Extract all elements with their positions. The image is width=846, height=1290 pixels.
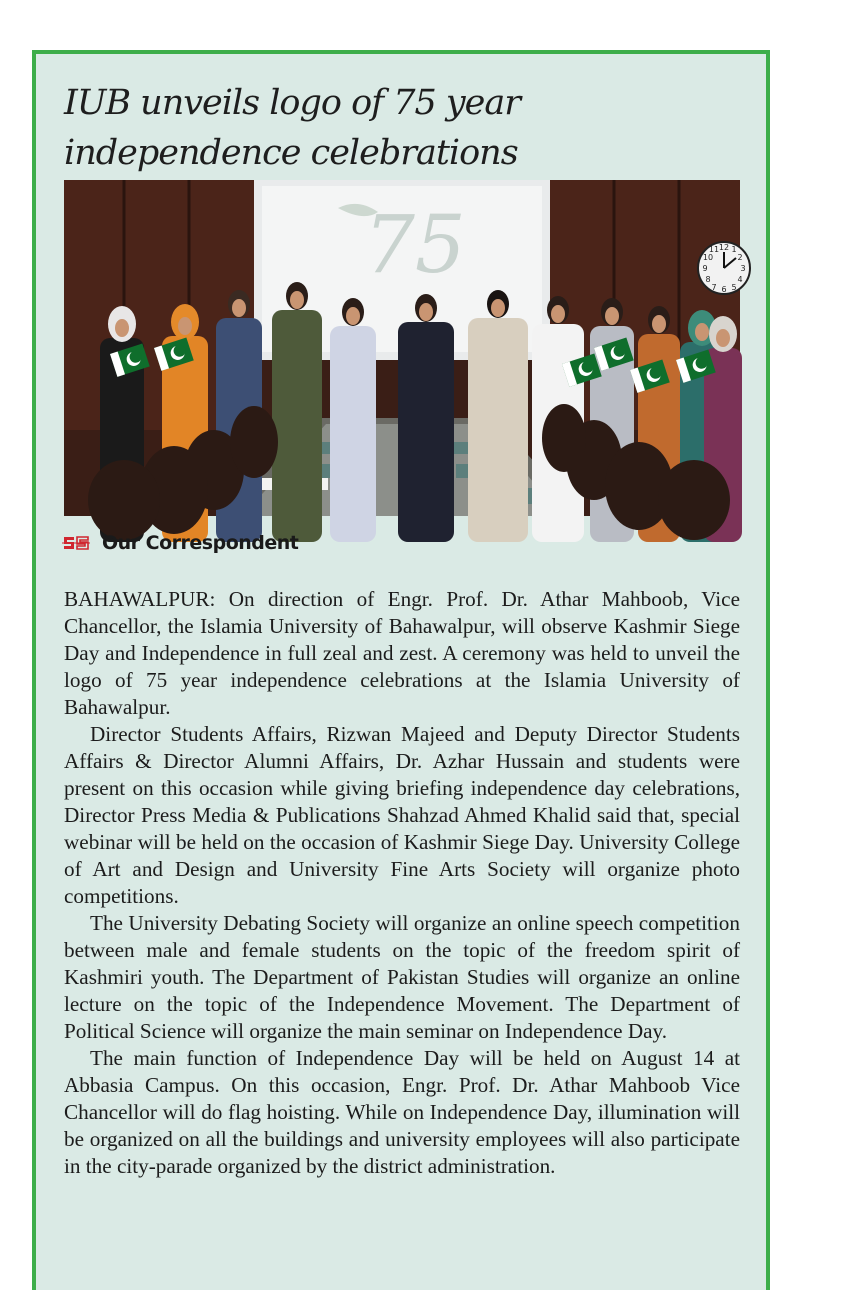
person: [272, 282, 322, 542]
clock-number: 7: [711, 283, 717, 292]
article-headline: IUB unveils logo of 75 year independence celebrations: [64, 83, 520, 173]
person: [468, 290, 528, 542]
article-paragraph: The University Debating Society will organize an online speech competition between male and female students on the topic of the freedom spirit of Kashmiri youth. The Department of Pakistan Studies will organize an online lecture on the topic of the Independence Movement. The Department of Political Science will organize the main seminar on Independence Day.: [64, 911, 740, 1043]
clock-number: 9: [702, 264, 708, 273]
person: [330, 298, 376, 542]
article-body: [64, 586, 740, 1180]
article-paragraph: Director Students Affairs, Rizwan Majeed and Deputy Director Students Affairs & Director Alumni Affairs, Dr. Azhar Hussain and students were present on this occasion while giving briefing independence day celebrations, Director Press Media & Publications Shahzad Ahmed Khalid said that, special webinar will be held on the occasion of Kashmir Siege Day. University College of Art and Design and University Fine Arts Society will organize photo competitions.: [64, 722, 740, 908]
clock-number: 2: [737, 253, 743, 262]
clock-number: 12: [718, 243, 730, 252]
clock-number: 4: [737, 275, 743, 284]
clock-number: 6: [721, 285, 727, 294]
newspaper-logo-icon: [62, 533, 90, 553]
person: [398, 294, 454, 542]
clock-number: 11: [708, 245, 720, 254]
article-paragraph: BAHAWALPUR: On direction of Engr. Prof. Dr. Athar Mahboob, Vice Chancellor, the Islamia University of Bahawalpur, will observe Kashmir Siege Day and Independence in full zeal and zest. A ceremony was held to unveil the logo of 75 year independence celebrations at the Islamia University of Bahawalpur.: [64, 587, 740, 719]
clock-number: 10: [702, 253, 714, 262]
news-clipping: [32, 50, 770, 1290]
byline-author: Our Correspondent: [102, 532, 299, 554]
event-photo: [64, 180, 746, 516]
byline: [62, 530, 298, 556]
clock-number: 1: [731, 245, 737, 254]
photo-logo-75: 75: [364, 198, 466, 291]
clock-number: 5: [731, 283, 737, 292]
clock-number: 8: [705, 275, 711, 284]
clock-number: 3: [740, 264, 746, 273]
clock-icon: [698, 242, 750, 294]
article-paragraph: The main function of Independence Day will be held on August 14 at Abbasia Campus. On this occasion, Engr. Prof. Dr. Athar Mahboob Vice Chancellor will do flag hoisting. While on Independence Day, illumination will be organized on all the buildings and university employees will also participate in the city-parade organized by the district administration.: [64, 1046, 740, 1178]
